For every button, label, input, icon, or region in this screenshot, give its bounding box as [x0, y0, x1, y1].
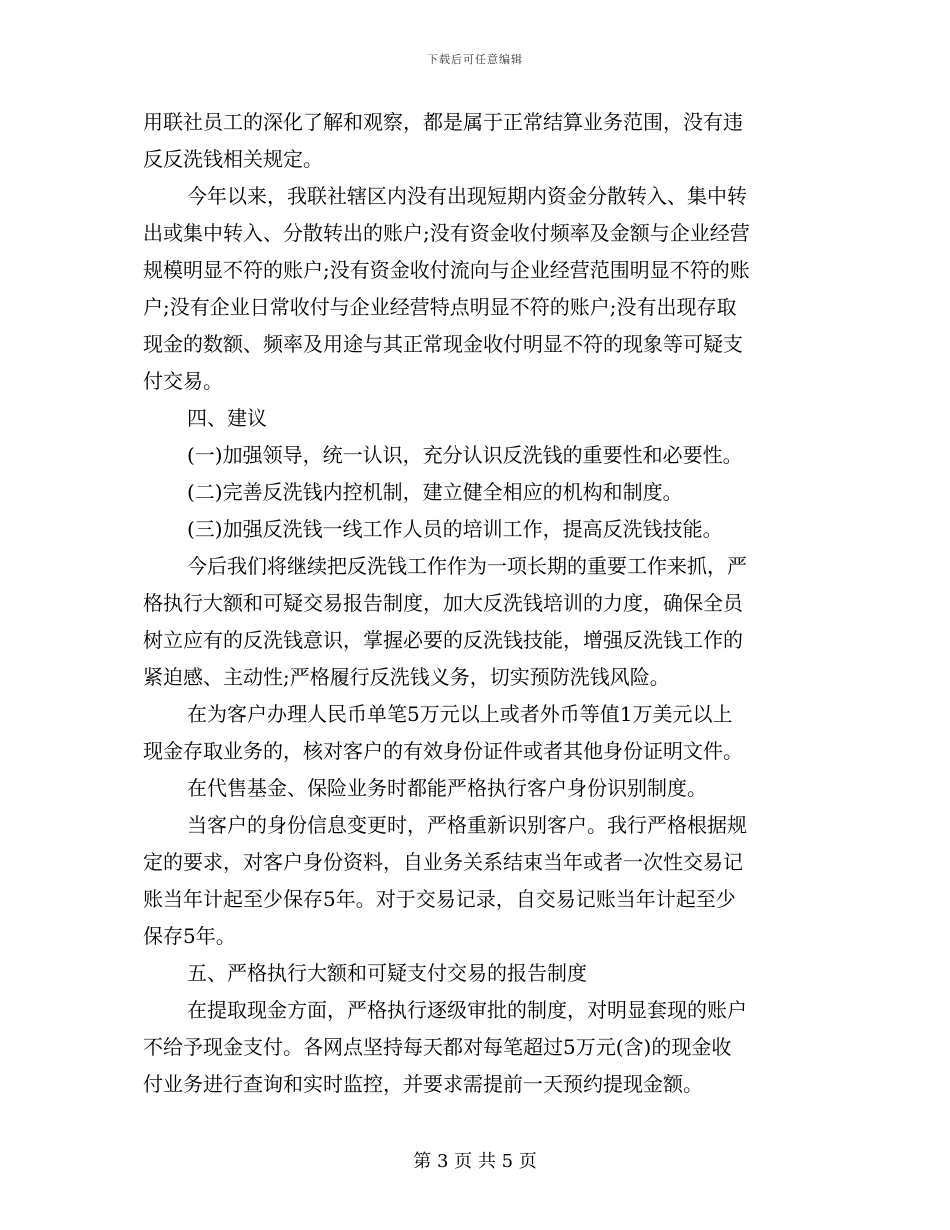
- text-line: 四、建议: [187, 406, 267, 430]
- text-line: 户;没有企业日常收付与企业经营特点明显不符的账户;没有出现存取: [143, 295, 737, 319]
- text-line: 在代售基金、保险业务时都能严格执行客户身份识别制度。: [187, 776, 707, 800]
- text-line: 树立应有的反洗钱意识，掌握必要的反洗钱技能，增强反洗钱工作的: [143, 628, 743, 652]
- page-number: 第 3 页 共 5 页: [413, 1151, 537, 1172]
- text-line: 付交易。: [143, 369, 223, 393]
- text-line: 当客户的身份信息变更时，严格重新识别客户。我行严格根据规: [187, 813, 747, 837]
- page-header: 下载后可任意编辑: [427, 53, 523, 66]
- text-line: 定的要求，对客户身份资料，自业务关系结束当年或者一次性交易记: [143, 850, 743, 874]
- text-line: 出或集中转入、分散转出的账户;没有资金收付频率及金额与企业经营: [143, 221, 750, 245]
- text-line: 在为客户办理人民币单笔5万元以上或者外币等值1万美元以上: [187, 702, 733, 726]
- text-line: 用联社员工的深化了解和观察，都是属于正常结算业务范围，没有违: [143, 110, 743, 134]
- text-line: 紧迫感、主动性;严格履行反洗钱义务，切实预防洗钱风险。: [143, 665, 670, 689]
- text-line: 付业务进行查询和实时监控，并要求需提前一天预约提现金额。: [143, 1072, 703, 1096]
- text-line: (一)加强领导，统一认识，充分认识反洗钱的重要性和必要性。: [187, 443, 743, 467]
- text-line: 现金存取业务的，核对客户的有效身份证件或者其他身份证明文件。: [143, 739, 743, 763]
- text-line: 不给予现金支付。各网点坚持每天都对每笔超过5万元(含)的现金收: [143, 1035, 732, 1059]
- text-line: 账当年计起至少保存5年。对于交易记录，自交易记账当年计起至少: [143, 887, 736, 911]
- text-line: 今年以来，我联社辖区内没有出现短期内资金分散转入、集中转: [187, 184, 747, 208]
- text-line: 在提取现金方面，严格执行逐级审批的制度，对明显套现的账户: [187, 998, 747, 1022]
- text-line: 反反洗钱相关规定。: [143, 147, 323, 171]
- text-line: 保存5年。: [143, 924, 236, 948]
- text-line: 五、严格执行大额和可疑支付交易的报告制度: [187, 961, 587, 985]
- text-line: 格执行大额和可疑交易报告制度，加大反洗钱培训的力度，确保全员: [143, 591, 743, 615]
- document-body: [143, 104, 813, 1103]
- text-line: (二)完善反洗钱内控机制，建立健全相应的机构和制度。: [187, 480, 683, 504]
- text-line: (三)加强反洗钱一线工作人员的培训工作，提高反洗钱技能。: [187, 517, 723, 541]
- text-line: 规模明显不符的账户;没有资金收付流向与企业经营范围明显不符的账: [143, 258, 750, 282]
- text-line: 今后我们将继续把反洗钱工作作为一项长期的重要工作来抓，严: [187, 554, 747, 578]
- text-line: 现金的数额、频率及用途与其正常现金收付明显不符的现象等可疑支: [143, 332, 743, 356]
